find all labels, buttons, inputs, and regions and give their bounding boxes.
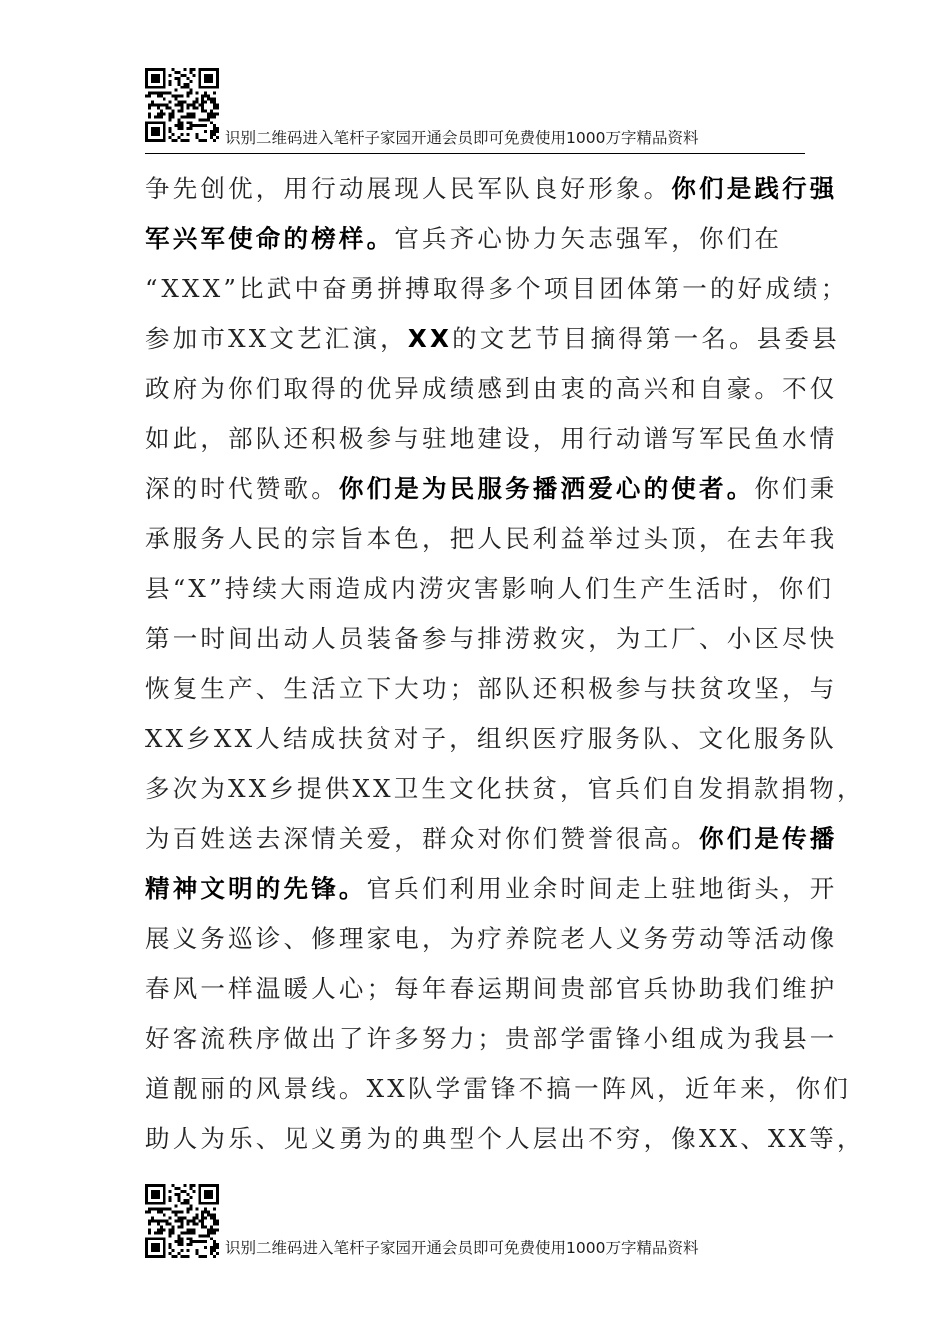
text-run: 参加市XX文艺汇演， — [145, 324, 408, 353]
text-run: 如此，部队还积极参与驻地建设，用行动谱写军民鱼水情 — [145, 424, 838, 453]
text-line — [145, 364, 838, 414]
text-run: 深的时代赞歌。 — [145, 474, 339, 503]
text-run: 第一时间出动人员装备参与排涝救灾，为工厂、小区尽快 — [145, 624, 838, 653]
document-body — [145, 164, 865, 1164]
text-line — [145, 764, 865, 814]
header-note: 识别二维码进入笔杆子家园开通会员即可免费使用1000万字精品资料 — [225, 129, 699, 147]
text-line — [145, 314, 840, 364]
text-run: 多次为XX乡提供XX卫生文化扶贫，官兵们自发捐款捐物， — [145, 774, 865, 803]
bold-phrase: 精神文明的先锋。 — [145, 874, 367, 903]
text-line — [145, 664, 838, 714]
text-run: XX乡XX人结成扶贫对子，组织医疗服务队、文化服务队 — [145, 724, 837, 753]
text-line — [145, 714, 837, 764]
text-run: 恢复生产、生活立下大功；部队还积极参与扶贫攻坚，与 — [145, 674, 838, 703]
bold-phrase: 你们是践行强 — [671, 174, 838, 203]
text-run: 好客流秩序做出了许多努力；贵部学雷锋小组成为我县一 — [145, 1024, 838, 1053]
bold-phrase: 你们是为民服务播洒爱心的使者。 — [338, 474, 755, 503]
text-line — [145, 614, 838, 664]
text-run: 春风一样温暖人心；每年春运期间贵部官兵协助我们维护 — [145, 974, 838, 1003]
text-run: 政府为你们取得的优异成绩感到由衷的高兴和自豪。不仅 — [145, 374, 838, 403]
text-line — [145, 214, 825, 264]
text-line — [145, 864, 838, 914]
text-line — [145, 1114, 865, 1164]
page-header — [145, 68, 805, 154]
text-run: 道靓丽的风景线。XX队学雷锋不搞一阵风，近年来，你们 — [145, 1074, 852, 1103]
text-run: 的文艺节目摘得第一名。县委县 — [452, 324, 840, 353]
text-line — [145, 1014, 838, 1064]
text-run: 官兵们利用业余时间走上驻地街头，开 — [366, 874, 838, 903]
bold-phrase: XX — [407, 324, 453, 353]
text-line — [145, 464, 838, 514]
footer-note: 识别二维码进入笔杆子家园开通会员即可免费使用1000万字精品资料 — [225, 1239, 699, 1257]
text-line — [145, 1064, 852, 1114]
text-line — [145, 814, 838, 864]
text-run: 助人为乐、见义勇为的典型个人层出不穷，像XX、XX等， — [145, 1124, 865, 1153]
text-line — [145, 264, 849, 314]
text-run: 你们秉 — [754, 474, 838, 503]
text-line — [145, 164, 838, 214]
text-run: 争先创优，用行动展现人民军队良好形象。 — [145, 174, 672, 203]
text-line — [145, 514, 838, 564]
text-run: “XXX”比武中奋勇拼搏取得多个项目团体第一的好成绩； — [145, 274, 849, 303]
qr-code-icon — [145, 1184, 219, 1258]
text-run: 承服务人民的宗旨本色，把人民利益举过头顶，在去年我 — [145, 524, 838, 553]
text-line — [145, 964, 838, 1014]
text-run: 县“X”持续大雨造成内涝灾害影响人们生产生活时，你们 — [145, 574, 835, 603]
text-run: 展义务巡诊、修理家电，为疗养院老人义务劳动等活动像 — [145, 924, 838, 953]
text-run: 官兵齐心协力矢志强军，你们在 — [394, 224, 783, 253]
text-line — [145, 914, 838, 964]
text-line — [145, 414, 838, 464]
header-divider — [145, 153, 805, 155]
qr-code-icon — [145, 68, 219, 142]
bold-phrase: 军兴军使命的榜样。 — [145, 224, 395, 253]
text-run: 为百姓送去深情关爱，群众对你们赞誉很高。 — [145, 824, 699, 853]
page-footer — [145, 1184, 805, 1264]
bold-phrase: 你们是传播 — [699, 824, 838, 853]
text-line — [145, 564, 835, 614]
